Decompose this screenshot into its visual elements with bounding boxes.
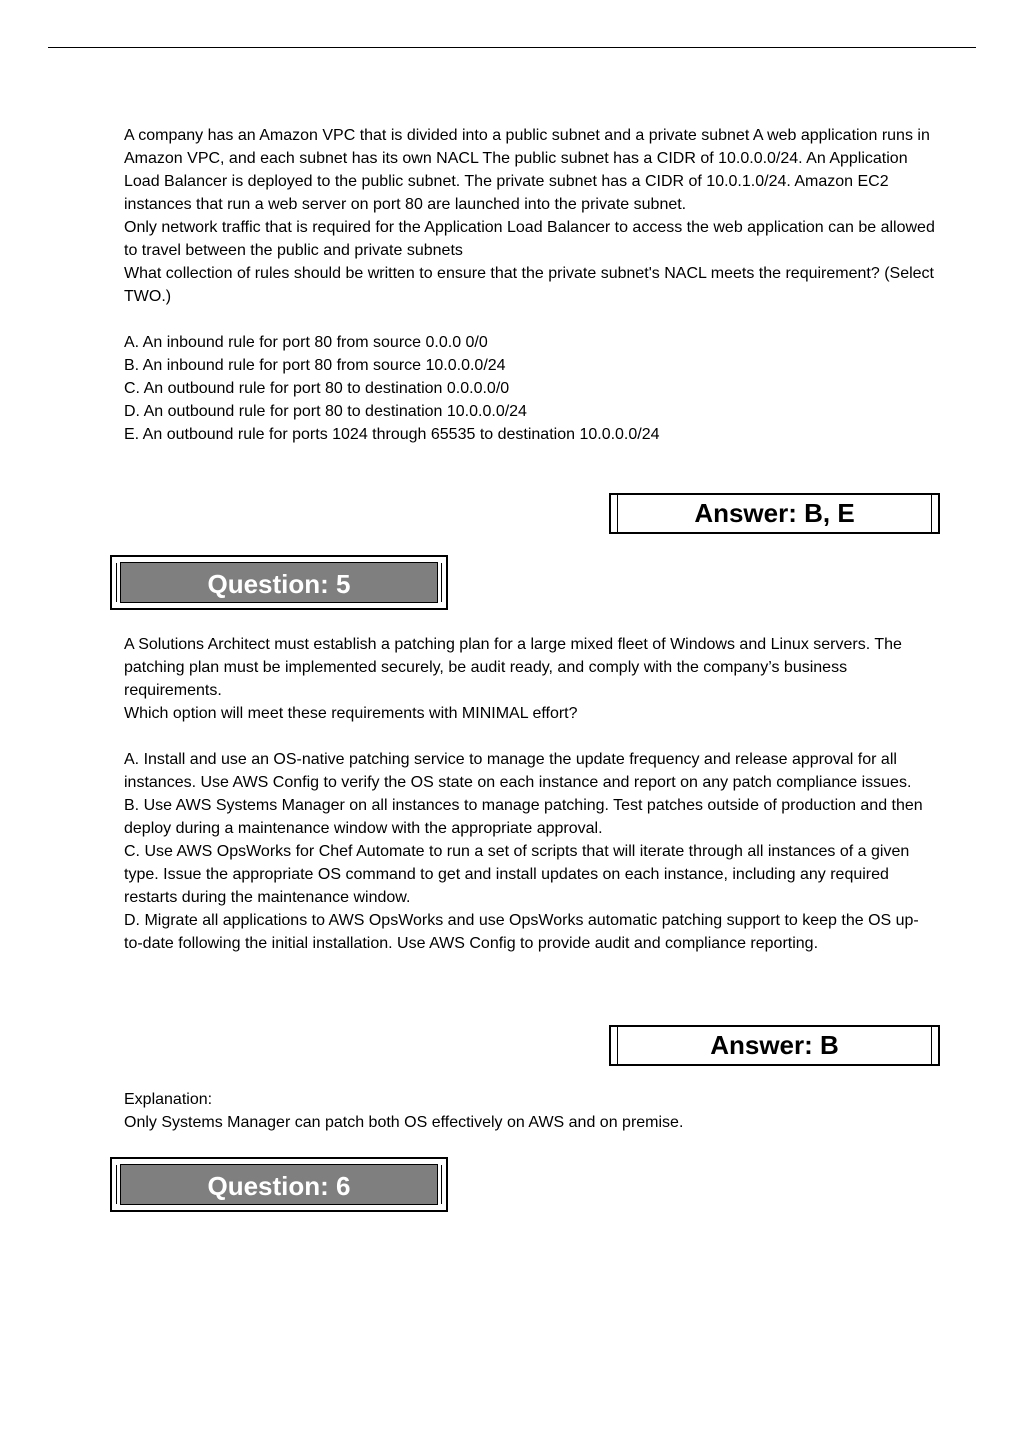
question-5-heading: Question: 5 [207, 569, 351, 599]
question-5-answer: Answer: B [710, 1030, 839, 1060]
question-5-heading-box [110, 555, 448, 610]
explanation-text: Only Systems Manager can patch both OS effectively on AWS and on premise. [124, 1114, 684, 1131]
question-5-option-a: A. Install and use an OS-native patching service to manage the update frequency and release approval for all instances. Use AWS Config to verify the OS state on each instance and report on any patch compliance issues. [124, 751, 912, 791]
question-4-answer-box [609, 493, 940, 534]
question-5-option-d: D. Migrate all applications to AWS OpsWorks and use OpsWorks automatic patching support to keep the OS up-to-date following the initial installation. Use AWS Config to provide audit and compliance reporting. [124, 912, 919, 952]
question-4-option-e: E. An outbound rule for ports 1024 through 65535 to destination 10.0.0.0/24 [124, 426, 660, 443]
question-5-paragraph: Which option will meet these requirements with MINIMAL effort? [124, 705, 578, 722]
question-4-option-b: B. An inbound rule for port 80 from source 10.0.0.0/24 [124, 357, 506, 374]
question-4-text [124, 124, 936, 446]
question-5-option-c: C. Use AWS OpsWorks for Chef Automate to run a set of scripts that will iterate through all instances of a given type. Issue the appropriate OS command to get and install updates on each instance, including any required restarts during the maintenance window. [124, 843, 910, 906]
question-4-option-a: A. An inbound rule for port 80 from source 0.0.0 0/0 [124, 334, 488, 351]
question-6-heading-box [110, 1157, 448, 1212]
question-6-heading: Question: 6 [207, 1171, 351, 1201]
question-4-option-d: D. An outbound rule for port 80 to destination 10.0.0.0/24 [124, 403, 527, 420]
question-4-paragraph: A company has an Amazon VPC that is divided into a public subnet and a private subnet A web application runs in Amazon VPC, and each subnet has its own NACL The public subnet has a CIDR of 10.0.0.0/24. An Application Load Balancer is deployed to the public subnet. The private subnet has a CIDR of 10.0.1.0/24. Amazon EC2 instances that run a web server on port 80 are launched into the private subnet. [124, 127, 930, 213]
question-4-paragraph: Only network traffic that is required for the Application Load Balancer to access the web application can be allowed to travel between the public and private subnets [124, 219, 935, 259]
header-rule [48, 47, 976, 48]
question-5-paragraph: A Solutions Architect must establish a patching plan for a large mixed fleet of Windows and Linux servers. The patching plan must be implemented securely, be audit ready, and comply with the company’s business requirements. [124, 636, 902, 699]
question-5-text [124, 633, 936, 955]
question-5-answer-box [609, 1025, 940, 1066]
explanation-label: Explanation: [124, 1091, 213, 1108]
question-4-paragraph: What collection of rules should be written to ensure that the private subnet's NACL meets the requirement? (Select TWO.) [124, 265, 934, 305]
question-4-option-c: C. An outbound rule for port 80 to destination 0.0.0.0/0 [124, 380, 510, 397]
question-4-answer: Answer: B, E [694, 498, 855, 528]
question-5-option-b: B. Use AWS Systems Manager on all instances to manage patching. Test patches outside of production and then deploy during a maintenance window with the appropriate approval. [124, 797, 923, 837]
question-5-explanation [124, 1088, 936, 1134]
